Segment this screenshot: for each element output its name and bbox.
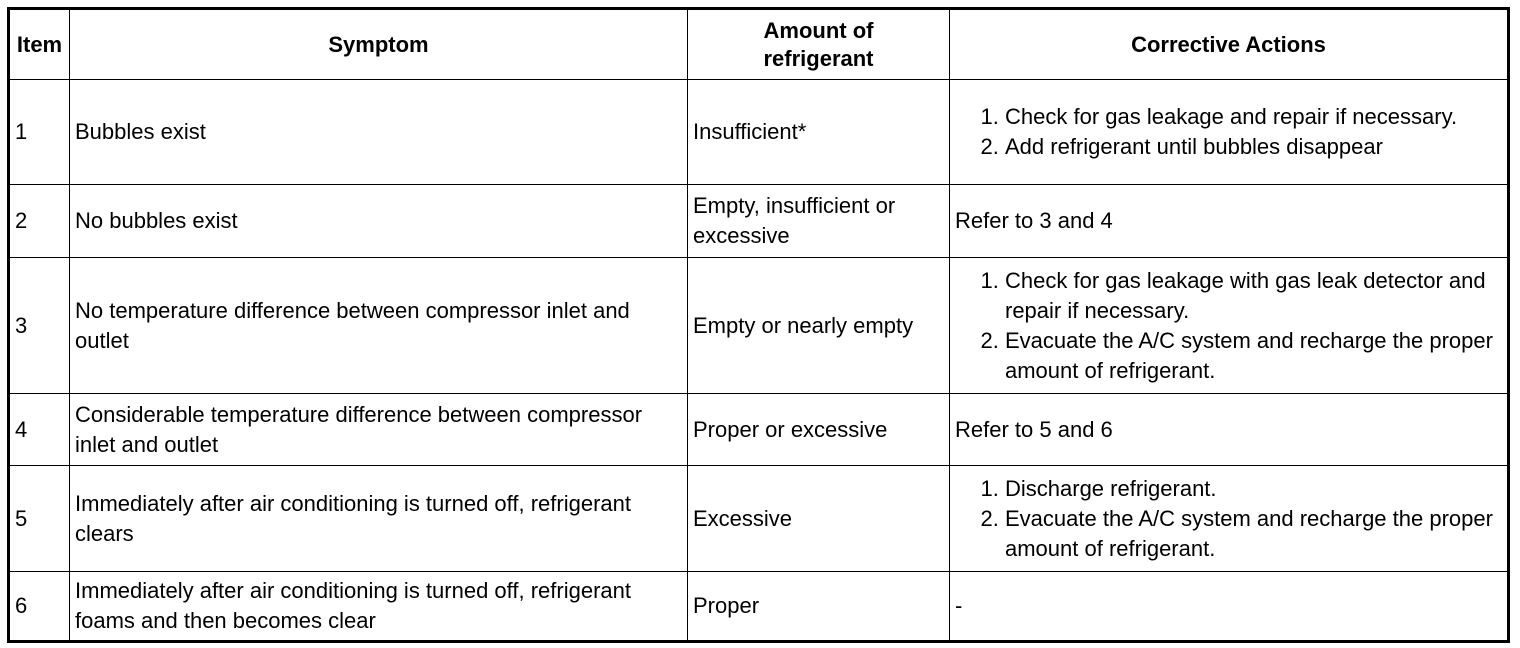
actions-cell: Refer to 3 and 4 xyxy=(950,185,1509,258)
item-number: 1 xyxy=(9,80,70,185)
symptom-cell: Immediately after air conditioning is turned off, refrigerant clears xyxy=(70,466,688,572)
action-step: 1. Check for gas leakage with gas leak detector and repair if necessary. xyxy=(1005,266,1502,326)
amount-cell: Empty, insufficient or excessive xyxy=(688,185,950,258)
table-row xyxy=(9,572,1509,642)
actions-cell: Refer to 5 and 6 xyxy=(950,394,1509,466)
amount-cell: Excessive xyxy=(688,466,950,572)
table-row xyxy=(9,80,1509,185)
symptom-cell: Bubbles exist xyxy=(70,80,688,185)
amount-cell: Proper or excessive xyxy=(688,394,950,466)
table-header-row xyxy=(9,9,1509,80)
actions-cell xyxy=(950,466,1509,572)
item-number: 3 xyxy=(9,258,70,394)
actions-list xyxy=(955,266,1502,386)
amount-cell: Proper xyxy=(688,572,950,642)
header-amount: Amount of refrigerant xyxy=(688,9,950,80)
amount-cell: Empty or nearly empty xyxy=(688,258,950,394)
actions-cell: - xyxy=(950,572,1509,642)
symptom-cell: Considerable temperature difference between compressor inlet and outlet xyxy=(70,394,688,466)
table-row xyxy=(9,466,1509,572)
item-number: 5 xyxy=(9,466,70,572)
amount-cell: Insufficient* xyxy=(688,80,950,185)
symptom-cell: Immediately after air conditioning is turned off, refrigerant foams and then becomes clear xyxy=(70,572,688,642)
table-row xyxy=(9,258,1509,394)
header-symptom: Symptom xyxy=(70,9,688,80)
actions-cell xyxy=(950,258,1509,394)
symptom-cell: No bubbles exist xyxy=(70,185,688,258)
refrigerant-diagnosis-table xyxy=(7,7,1510,643)
action-step: 1. Discharge refrigerant. xyxy=(1005,474,1502,504)
symptom-cell: No temperature difference between compressor inlet and outlet xyxy=(70,258,688,394)
table-row xyxy=(9,185,1509,258)
action-step: 2. Add refrigerant until bubbles disappear xyxy=(1005,132,1502,162)
item-number: 4 xyxy=(9,394,70,466)
item-number: 6 xyxy=(9,572,70,642)
actions-cell xyxy=(950,80,1509,185)
header-item: Item xyxy=(9,9,70,80)
header-corrective-actions: Corrective Actions xyxy=(950,9,1509,80)
actions-list xyxy=(955,102,1502,162)
action-step: 2. Evacuate the A/C system and recharge the proper amount of refrigerant. xyxy=(1005,326,1502,386)
table-row xyxy=(9,394,1509,466)
actions-list xyxy=(955,474,1502,564)
item-number: 2 xyxy=(9,185,70,258)
action-step: 1. Check for gas leakage and repair if necessary. xyxy=(1005,102,1502,132)
action-step: 2. Evacuate the A/C system and recharge the proper amount of refrigerant. xyxy=(1005,504,1502,564)
